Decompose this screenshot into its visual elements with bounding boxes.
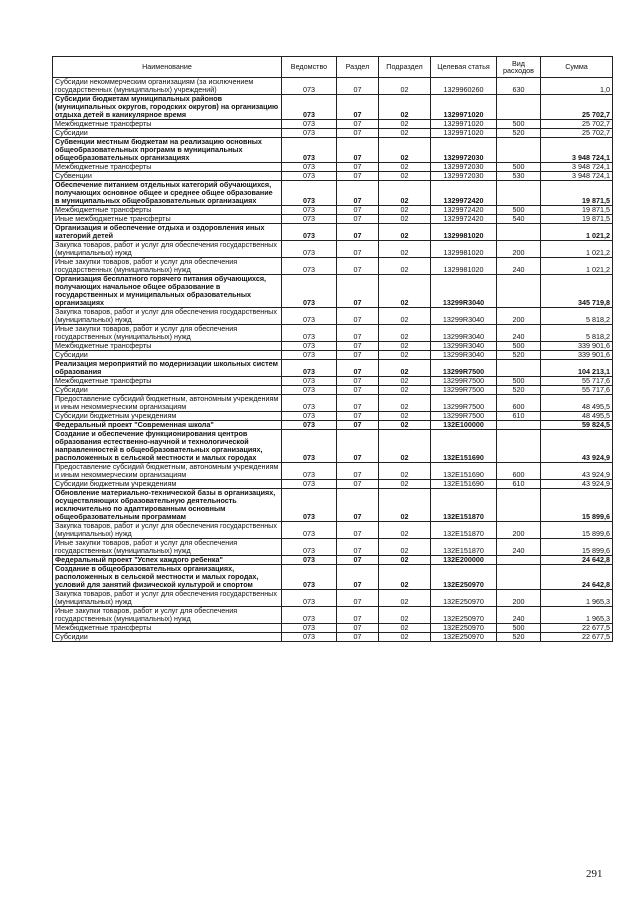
cell-dept: 073 (282, 275, 337, 308)
cell-name: Иные закупки товаров, работ и услуг для обеспечения государственных (муниципальных) нужд (53, 258, 282, 275)
table-row (53, 163, 613, 172)
cell-dept: 073 (282, 181, 337, 206)
cell-dept: 073 (282, 258, 337, 275)
table-row (53, 480, 613, 489)
cell-expense: 610 (497, 480, 541, 489)
cell-subsection: 02 (379, 163, 431, 172)
cell-sum: 3 948 724,1 (541, 138, 613, 163)
cell-name: Организация бесплатного горячего питания обучающихся, получающих начальное общее образование в государственных и муниципальных образовательных организациях (53, 275, 282, 308)
table-row (53, 275, 613, 308)
cell-expense: 200 (497, 590, 541, 607)
cell-sum: 19 871,5 (541, 206, 613, 215)
cell-sum: 1 965,3 (541, 590, 613, 607)
cell-sum: 1 965,3 (541, 607, 613, 624)
budget-table (52, 56, 613, 642)
cell-sum: 345 719,8 (541, 275, 613, 308)
cell-dept: 073 (282, 206, 337, 215)
cell-section: 07 (337, 78, 379, 95)
cell-section: 07 (337, 138, 379, 163)
cell-expense (497, 556, 541, 565)
cell-subsection: 02 (379, 224, 431, 241)
cell-expense (497, 275, 541, 308)
cell-name: Иные закупки товаров, работ и услуг для обеспечения государственных (муниципальных) нужд (53, 607, 282, 624)
cell-name: Субсидии некоммерческим организациям (за исключением государственных (муниципальных) учреждений) (53, 78, 282, 95)
cell-section: 07 (337, 522, 379, 539)
cell-expense: 240 (497, 325, 541, 342)
cell-expense: 530 (497, 172, 541, 181)
table-row (53, 181, 613, 206)
table-row (53, 633, 613, 642)
cell-sum: 43 924,9 (541, 480, 613, 489)
cell-dept: 073 (282, 421, 337, 430)
cell-target: 1329972030 (431, 172, 497, 181)
header-dept: Ведомство (282, 57, 337, 78)
table-row (53, 308, 613, 325)
cell-name: Субсидии (53, 351, 282, 360)
cell-target: 132E250970 (431, 633, 497, 642)
cell-dept: 073 (282, 624, 337, 633)
cell-subsection: 02 (379, 351, 431, 360)
cell-subsection: 02 (379, 181, 431, 206)
cell-expense: 500 (497, 342, 541, 351)
cell-target: 13299R7500 (431, 412, 497, 421)
cell-target: 132E151870 (431, 522, 497, 539)
cell-name: Реализация мероприятий по модернизации школьных систем образования (53, 360, 282, 377)
table-row (53, 241, 613, 258)
cell-dept: 073 (282, 522, 337, 539)
cell-sum: 3 948 724,1 (541, 163, 613, 172)
cell-expense: 240 (497, 258, 541, 275)
cell-subsection: 02 (379, 342, 431, 351)
cell-section: 07 (337, 395, 379, 412)
cell-expense: 520 (497, 386, 541, 395)
cell-expense (497, 421, 541, 430)
cell-subsection: 02 (379, 539, 431, 556)
cell-expense: 600 (497, 395, 541, 412)
table-row (53, 539, 613, 556)
cell-target: 1329972030 (431, 163, 497, 172)
cell-target: 13299R7500 (431, 386, 497, 395)
table-row (53, 377, 613, 386)
cell-sum: 1,0 (541, 78, 613, 95)
cell-subsection: 02 (379, 325, 431, 342)
cell-name: Субсидии (53, 129, 282, 138)
table-row (53, 565, 613, 590)
cell-dept: 073 (282, 215, 337, 224)
cell-section: 07 (337, 275, 379, 308)
cell-section: 07 (337, 181, 379, 206)
cell-target: 132E151690 (431, 430, 497, 463)
cell-sum: 1 021,2 (541, 241, 613, 258)
cell-section: 07 (337, 565, 379, 590)
cell-name: Закупка товаров, работ и услуг для обеспечения государственных (муниципальных) нужд (53, 241, 282, 258)
cell-name: Закупка товаров, работ и услуг для обеспечения государственных (муниципальных) нужд (53, 590, 282, 607)
cell-dept: 073 (282, 539, 337, 556)
cell-name: Межбюджетные трансферты (53, 624, 282, 633)
cell-expense: 520 (497, 129, 541, 138)
table-row (53, 78, 613, 95)
cell-subsection: 02 (379, 522, 431, 539)
cell-target: 1329981020 (431, 258, 497, 275)
cell-name: Предоставление субсидий бюджетным, автономным учреждениям и иным некоммерческим организациям (53, 395, 282, 412)
table-row (53, 463, 613, 480)
cell-expense: 500 (497, 206, 541, 215)
cell-expense: 200 (497, 308, 541, 325)
cell-target: 1329972420 (431, 181, 497, 206)
cell-section: 07 (337, 412, 379, 421)
cell-target: 132E250970 (431, 607, 497, 624)
table-row (53, 129, 613, 138)
cell-expense: 500 (497, 120, 541, 129)
cell-dept: 073 (282, 565, 337, 590)
cell-target: 13299R3040 (431, 342, 497, 351)
cell-sum: 19 871,5 (541, 181, 613, 206)
cell-sum: 24 642,8 (541, 565, 613, 590)
cell-section: 07 (337, 206, 379, 215)
cell-name: Закупка товаров, работ и услуг для обеспечения государственных (муниципальных) нужд (53, 308, 282, 325)
cell-subsection: 02 (379, 421, 431, 430)
cell-sum: 104 213,1 (541, 360, 613, 377)
cell-subsection: 02 (379, 386, 431, 395)
cell-name: Обеспечение питанием отдельных категорий обучающихся, получающих основное общее и среднее общее образование в муниципальных общеобразовательных организациях (53, 181, 282, 206)
cell-section: 07 (337, 556, 379, 565)
cell-subsection: 02 (379, 590, 431, 607)
cell-sum: 15 899,6 (541, 489, 613, 522)
cell-subsection: 02 (379, 360, 431, 377)
table-body (53, 78, 613, 642)
cell-section: 07 (337, 489, 379, 522)
cell-target: 13299R3040 (431, 325, 497, 342)
cell-expense: 500 (497, 624, 541, 633)
table-row (53, 95, 613, 120)
cell-expense (497, 95, 541, 120)
cell-dept: 073 (282, 241, 337, 258)
cell-target: 13299R3040 (431, 351, 497, 360)
table-row (53, 412, 613, 421)
cell-dept: 073 (282, 129, 337, 138)
cell-subsection: 02 (379, 258, 431, 275)
cell-dept: 073 (282, 590, 337, 607)
cell-dept: 073 (282, 412, 337, 421)
cell-subsection: 02 (379, 377, 431, 386)
cell-target: 13299R3040 (431, 275, 497, 308)
table-row (53, 258, 613, 275)
cell-dept: 073 (282, 163, 337, 172)
cell-section: 07 (337, 633, 379, 642)
cell-dept: 073 (282, 342, 337, 351)
table-row (53, 360, 613, 377)
table-row (53, 342, 613, 351)
cell-subsection: 02 (379, 463, 431, 480)
cell-dept: 073 (282, 224, 337, 241)
cell-dept: 073 (282, 95, 337, 120)
cell-expense: 610 (497, 412, 541, 421)
cell-dept: 073 (282, 377, 337, 386)
cell-expense: 500 (497, 163, 541, 172)
cell-target: 1329981020 (431, 224, 497, 241)
cell-expense: 240 (497, 607, 541, 624)
cell-target: 132E200000 (431, 556, 497, 565)
cell-expense: 520 (497, 351, 541, 360)
cell-expense: 200 (497, 522, 541, 539)
table-row (53, 624, 613, 633)
table-row (53, 138, 613, 163)
cell-target: 13299R7500 (431, 395, 497, 412)
cell-dept: 073 (282, 138, 337, 163)
cell-sum: 15 899,6 (541, 539, 613, 556)
cell-section: 07 (337, 258, 379, 275)
cell-target: 132E250970 (431, 565, 497, 590)
cell-section: 07 (337, 172, 379, 181)
cell-target: 132E151870 (431, 539, 497, 556)
cell-dept: 073 (282, 430, 337, 463)
cell-name: Закупка товаров, работ и услуг для обеспечения государственных (муниципальных) нужд (53, 522, 282, 539)
cell-name: Межбюджетные трансферты (53, 163, 282, 172)
header-sum: Сумма (541, 57, 613, 78)
cell-name: Федеральный проект "Успех каждого ребенка" (53, 556, 282, 565)
cell-subsection: 02 (379, 78, 431, 95)
cell-subsection: 02 (379, 633, 431, 642)
cell-section: 07 (337, 430, 379, 463)
cell-dept: 073 (282, 607, 337, 624)
cell-target: 132E100000 (431, 421, 497, 430)
header-expense: Вид расходов (497, 57, 541, 78)
table-row (53, 489, 613, 522)
cell-sum: 19 871,5 (541, 215, 613, 224)
cell-sum: 15 899,6 (541, 522, 613, 539)
header-name: Наименование (53, 57, 282, 78)
cell-sum: 25 702,7 (541, 95, 613, 120)
cell-section: 07 (337, 607, 379, 624)
cell-target: 1329971020 (431, 120, 497, 129)
cell-dept: 073 (282, 360, 337, 377)
cell-name: Иные закупки товаров, работ и услуг для обеспечения государственных (муниципальных) нужд (53, 325, 282, 342)
cell-subsection: 02 (379, 129, 431, 138)
cell-section: 07 (337, 539, 379, 556)
cell-subsection: 02 (379, 412, 431, 421)
cell-section: 07 (337, 463, 379, 480)
cell-section: 07 (337, 224, 379, 241)
cell-dept: 073 (282, 172, 337, 181)
cell-name: Иные закупки товаров, работ и услуг для обеспечения государственных (муниципальных) нужд (53, 539, 282, 556)
cell-sum: 339 901,6 (541, 351, 613, 360)
cell-target: 1329981020 (431, 241, 497, 258)
cell-section: 07 (337, 480, 379, 489)
cell-subsection: 02 (379, 480, 431, 489)
table-row (53, 120, 613, 129)
cell-section: 07 (337, 342, 379, 351)
cell-sum: 1 021,2 (541, 258, 613, 275)
cell-section: 07 (337, 241, 379, 258)
cell-subsection: 02 (379, 624, 431, 633)
cell-section: 07 (337, 163, 379, 172)
cell-target: 13299R7500 (431, 360, 497, 377)
cell-sum: 48 495,5 (541, 412, 613, 421)
cell-subsection: 02 (379, 607, 431, 624)
cell-expense (497, 430, 541, 463)
cell-name: Межбюджетные трансферты (53, 342, 282, 351)
cell-subsection: 02 (379, 556, 431, 565)
cell-target: 13299R3040 (431, 308, 497, 325)
cell-target: 1329960260 (431, 78, 497, 95)
table-row (53, 395, 613, 412)
cell-subsection: 02 (379, 241, 431, 258)
cell-sum: 48 495,5 (541, 395, 613, 412)
cell-section: 07 (337, 308, 379, 325)
cell-dept: 073 (282, 480, 337, 489)
cell-target: 1329972030 (431, 138, 497, 163)
header-target: Целевая статья (431, 57, 497, 78)
cell-subsection: 02 (379, 489, 431, 522)
cell-expense: 240 (497, 539, 541, 556)
cell-name: Межбюджетные трансферты (53, 377, 282, 386)
cell-dept: 073 (282, 325, 337, 342)
cell-sum: 59 824,5 (541, 421, 613, 430)
table-row (53, 172, 613, 181)
cell-section: 07 (337, 325, 379, 342)
cell-name: Субсидии (53, 633, 282, 642)
cell-sum: 22 677,5 (541, 633, 613, 642)
cell-subsection: 02 (379, 206, 431, 215)
cell-sum: 55 717,6 (541, 377, 613, 386)
table-row (53, 224, 613, 241)
cell-target: 13299R7500 (431, 377, 497, 386)
table-row (53, 607, 613, 624)
cell-target: 132E250970 (431, 590, 497, 607)
cell-expense: 200 (497, 241, 541, 258)
cell-section: 07 (337, 129, 379, 138)
cell-target: 132E151870 (431, 489, 497, 522)
cell-subsection: 02 (379, 138, 431, 163)
cell-sum: 43 924,9 (541, 463, 613, 480)
table-row (53, 421, 613, 430)
header-section: Раздел (337, 57, 379, 78)
cell-section: 07 (337, 377, 379, 386)
cell-name: Субсидии бюджетным учреждениям (53, 480, 282, 489)
cell-dept: 073 (282, 556, 337, 565)
cell-expense (497, 565, 541, 590)
cell-sum: 5 818,2 (541, 325, 613, 342)
cell-subsection: 02 (379, 430, 431, 463)
table-row (53, 556, 613, 565)
cell-name: Субвенции местным бюджетам на реализацию основных общеобразовательных программ в муниципальных общеобразовательных организациях (53, 138, 282, 163)
cell-target: 132E151690 (431, 463, 497, 480)
cell-sum: 339 901,6 (541, 342, 613, 351)
cell-name: Организация и обеспечение отдыха и оздоровления иных категорий детей (53, 224, 282, 241)
cell-subsection: 02 (379, 172, 431, 181)
cell-subsection: 02 (379, 308, 431, 325)
cell-expense: 500 (497, 377, 541, 386)
cell-name: Федеральный проект "Современная школа" (53, 421, 282, 430)
cell-expense (497, 489, 541, 522)
cell-expense (497, 181, 541, 206)
cell-expense: 520 (497, 633, 541, 642)
cell-name: Субсидии (53, 386, 282, 395)
header-subsection: Подраздел (379, 57, 431, 78)
cell-sum: 3 948 724,1 (541, 172, 613, 181)
cell-name: Обновление материально-технической базы в организациях, осуществляющих образовательную деятельность исключительно по адаптированным основным общеобразовательным программам (53, 489, 282, 522)
cell-subsection: 02 (379, 395, 431, 412)
cell-dept: 073 (282, 308, 337, 325)
cell-subsection: 02 (379, 275, 431, 308)
cell-sum: 5 818,2 (541, 308, 613, 325)
cell-sum: 24 642,8 (541, 556, 613, 565)
cell-section: 07 (337, 351, 379, 360)
cell-target: 1329971020 (431, 95, 497, 120)
cell-name: Межбюджетные трансферты (53, 120, 282, 129)
cell-section: 07 (337, 386, 379, 395)
cell-expense (497, 138, 541, 163)
cell-section: 07 (337, 120, 379, 129)
cell-name: Создание в общеобразовательных организациях, расположенных в сельской местности и малых городах, условий для занятий физической культурой и спортом (53, 565, 282, 590)
cell-section: 07 (337, 95, 379, 120)
table-row (53, 206, 613, 215)
cell-sum: 25 702,7 (541, 129, 613, 138)
cell-dept: 073 (282, 120, 337, 129)
cell-dept: 073 (282, 386, 337, 395)
table-row (53, 325, 613, 342)
cell-name: Межбюджетные трансферты (53, 206, 282, 215)
cell-target: 132E151690 (431, 480, 497, 489)
cell-expense: 630 (497, 78, 541, 95)
cell-expense: 600 (497, 463, 541, 480)
cell-section: 07 (337, 360, 379, 377)
table-row (53, 522, 613, 539)
table-row (53, 386, 613, 395)
cell-expense (497, 224, 541, 241)
page-number: 291 (586, 868, 603, 880)
cell-subsection: 02 (379, 215, 431, 224)
table-row (53, 590, 613, 607)
cell-dept: 073 (282, 395, 337, 412)
table-row (53, 351, 613, 360)
cell-target: 1329972420 (431, 206, 497, 215)
cell-target: 1329972420 (431, 215, 497, 224)
cell-sum: 22 677,5 (541, 624, 613, 633)
cell-dept: 073 (282, 633, 337, 642)
table-row (53, 215, 613, 224)
cell-name: Создание и обеспечение функционирования центров образования естественно-научной и технологической направленностей в общеобразовательных организациях, расположенных в сельской местности и малых городах (53, 430, 282, 463)
cell-section: 07 (337, 421, 379, 430)
cell-sum: 25 702,7 (541, 120, 613, 129)
cell-name: Иные межбюджетные трансферты (53, 215, 282, 224)
cell-dept: 073 (282, 351, 337, 360)
cell-expense (497, 360, 541, 377)
cell-sum: 43 924,9 (541, 430, 613, 463)
cell-section: 07 (337, 215, 379, 224)
cell-sum: 1 021,2 (541, 224, 613, 241)
cell-name: Субвенции (53, 172, 282, 181)
cell-dept: 073 (282, 78, 337, 95)
cell-subsection: 02 (379, 120, 431, 129)
cell-dept: 073 (282, 489, 337, 522)
cell-target: 132E250970 (431, 624, 497, 633)
cell-section: 07 (337, 590, 379, 607)
cell-subsection: 02 (379, 95, 431, 120)
cell-name: Предоставление субсидий бюджетным, автономным учреждениям и иным некоммерческим организациям (53, 463, 282, 480)
cell-dept: 073 (282, 463, 337, 480)
table-row (53, 430, 613, 463)
cell-sum: 55 717,6 (541, 386, 613, 395)
cell-name: Субсидии бюджетным учреждениям (53, 412, 282, 421)
cell-name: Субсидии бюджетам муниципальных районов (муниципальных округов, городских округов) на организацию отдыха детей в каникулярное время (53, 95, 282, 120)
cell-section: 07 (337, 624, 379, 633)
cell-expense: 540 (497, 215, 541, 224)
cell-subsection: 02 (379, 565, 431, 590)
table-header-row (53, 57, 613, 78)
cell-target: 1329971020 (431, 129, 497, 138)
